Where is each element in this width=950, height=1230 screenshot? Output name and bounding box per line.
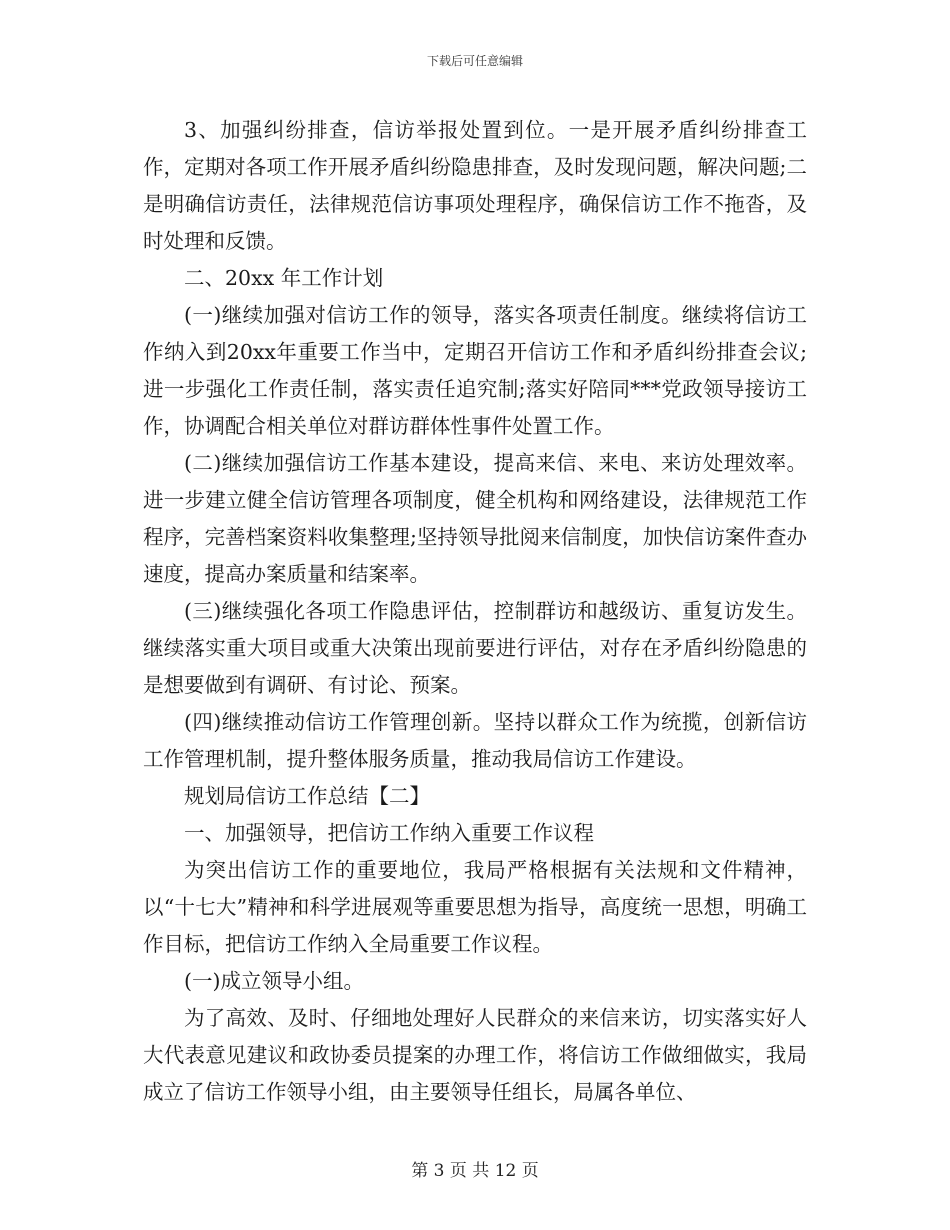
document-body [143, 112, 807, 1111]
page-header-note: 下载后可任意编辑 [426, 54, 523, 68]
section-title-summary-two: 规划局信访工作总结【二】 [184, 784, 430, 808]
paragraph-leadership-intro: 为突出信访工作的重要地位，我局严格根据有关法规和文件精神，以“十七大”精神和科学进展观等重要思想为指导，高度统一思想，明确工作目标，把信访工作纳入全局重要工作议程。 [143, 858, 807, 956]
subheading-leading-group: (一)成立领导小组。 [184, 969, 364, 993]
paragraph-plan-4: (四)继续推动信访工作管理创新。坚持以群众工作为统揽，创新信访工作管理机制，提升整体服务质量，推动我局信访工作建设。 [143, 710, 807, 771]
section-heading-strengthen-leadership: 一、加强领导，把信访工作纳入重要工作议程 [184, 821, 594, 845]
paragraph-leading-group: 为了高效、及时、仔细地处理好人民群众的来信来访，切实落实好人大代表意见建议和政协委员提案的办理工作，将信访工作做细做实，我局成立了信访工作领导小组，由主要领导任组长，局属各单位、 [143, 1006, 807, 1104]
section-heading-work-plan: 二、20xx 年工作计划 [184, 266, 384, 290]
paragraph-plan-3: (三)继续强化各项工作隐患评估，控制群访和越级访、重复访发生。继续落实重大项目或重大决策出现前要进行评估，对存在矛盾纠纷隐患的是想要做到有调研、有讨论、预案。 [143, 599, 807, 697]
paragraph-plan-2: (二)继续加强信访工作基本建设，提高来信、来电、来访处理效率。进一步建立健全信访管理各项制度，健全机构和网络建设，法律规范工作程序，完善档案资料收集整理;坚持领导批阅来信制度，加快信访案件查办速度，提高办案质量和结案率。 [143, 451, 807, 586]
paragraph-plan-1: (一)继续加强对信访工作的领导，落实各项责任制度。继续将信访工作纳入到20xx年重要工作当中，定期召开信访工作和矛盾纠纷排查会议;进一步强化工作责任制，落实责任追究制;落实好陪同***党政领导接访工作，协调配合相关单位对群访群体性事件处置工作。 [143, 303, 807, 438]
page-number-footer: 第 3 页 共 12 页 [411, 1161, 539, 1181]
paragraph-item-3-dispute-screening: 3、加强纠纷排查，信访举报处置到位。一是开展矛盾纠纷排查工作，定期对各项工作开展矛盾纠纷隐患排查，及时发现问题，解决问题;二是明确信访责任，法律规范信访事项处理程序，确保信访工作不拖沓，及时处理和反馈。 [143, 118, 807, 253]
